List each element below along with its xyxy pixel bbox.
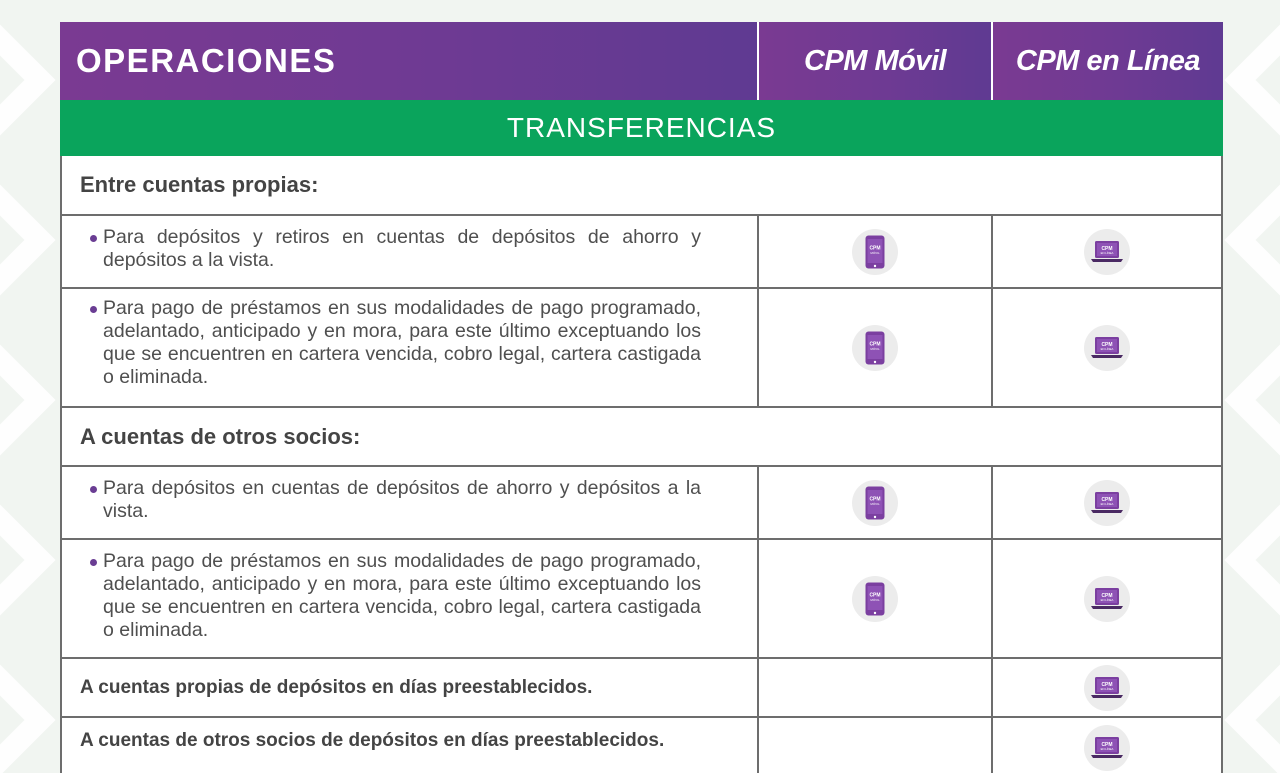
laptop-icon (1084, 480, 1130, 526)
svg-text:EN LÍNEA: EN LÍNEA (1100, 501, 1114, 506)
svg-text:EN LÍNEA: EN LÍNEA (1100, 346, 1114, 351)
table-row (60, 540, 1223, 659)
svg-text:CPM: CPM (1101, 681, 1113, 688)
svg-text:MÓVIL: MÓVIL (870, 597, 880, 602)
row-description-cell (60, 659, 759, 718)
movil-cell (759, 289, 993, 408)
svg-text:CPM: CPM (1101, 742, 1113, 748)
bullet-icon (90, 486, 97, 493)
linea-cell (993, 540, 1223, 659)
svg-text:CPM: CPM (1101, 341, 1113, 348)
group-title (60, 156, 1223, 216)
row-description-cell (60, 216, 759, 289)
header-cpm-en-linea: CPM en Línea (1015, 44, 1201, 77)
bullet-icon (90, 235, 97, 242)
section-band (60, 100, 1223, 156)
svg-text:CPM: CPM (1101, 245, 1113, 252)
row-text: Para pago de préstamos en sus modalidades de pago programado, adelantado, anticipado y en mora, para este último exceptuando los que se encuentren en cartera vencida, cobro legal, cartera castigada o eliminada. (103, 550, 701, 641)
row-description-cell (60, 540, 759, 659)
laptop-icon (1084, 229, 1130, 275)
svg-text:EN LÍNEA: EN LÍNEA (1100, 747, 1114, 751)
section-title: TRANSFERENCIAS (506, 112, 777, 143)
table-header (60, 22, 1223, 100)
bullet-icon (90, 306, 97, 313)
linea-cell (993, 289, 1223, 408)
header-linea-cell (993, 22, 1223, 100)
laptop-icon (1084, 576, 1130, 622)
row-description-cell (60, 718, 759, 773)
header-title: OPERACIONES (76, 42, 337, 79)
linea-cell (993, 467, 1223, 540)
svg-text:EN LÍNEA: EN LÍNEA (1100, 250, 1114, 255)
svg-text:MÓVIL: MÓVIL (870, 501, 880, 506)
linea-cell (993, 216, 1223, 289)
table-row (60, 659, 1223, 718)
mobile-phone-icon (852, 480, 898, 526)
group-title (60, 408, 1223, 467)
row-text: A cuentas propias de depósitos en días preestablecidos. (80, 676, 593, 698)
linea-cell (993, 659, 1223, 718)
row-text: Para depósitos y retiros en cuentas de depósitos de ahorro y depósitos a la vista. (103, 226, 701, 271)
row-description-cell (60, 289, 759, 408)
laptop-icon (1084, 325, 1130, 371)
svg-text:EN LÍNEA: EN LÍNEA (1100, 686, 1114, 691)
movil-cell (759, 659, 993, 718)
mobile-phone-icon (852, 325, 898, 371)
header-cpm-movil: CPM Móvil (803, 44, 947, 77)
group-title-text: Entre cuentas propias: (80, 172, 319, 197)
bullet-icon (90, 559, 97, 566)
row-text: A cuentas de otros socios de depósitos en días preestablecidos. (80, 730, 665, 751)
svg-text:CPM: CPM (869, 341, 881, 347)
laptop-icon (1084, 665, 1130, 711)
svg-text:MÓVIL: MÓVIL (870, 346, 880, 351)
movil-cell (759, 718, 993, 773)
mobile-phone-icon (852, 229, 898, 275)
svg-text:CPM: CPM (1101, 592, 1113, 599)
linea-cell (993, 718, 1223, 773)
mobile-phone-icon (852, 576, 898, 622)
header-movil-cell (759, 22, 993, 100)
table-row (60, 467, 1223, 540)
row-text: Para pago de préstamos en sus modalidades de pago programado, adelantado, anticipado y en mora, para este último exceptuando los que se encuentren en cartera vencida, cobro legal, cartera castigada o eliminada. (103, 297, 701, 388)
svg-text:EN LÍNEA: EN LÍNEA (1100, 597, 1114, 602)
movil-cell (759, 216, 993, 289)
laptop-icon (1084, 725, 1130, 771)
svg-text:MÓVIL: MÓVIL (870, 250, 880, 255)
row-description-cell (60, 467, 759, 540)
table-row (60, 718, 1223, 773)
svg-text:CPM: CPM (1101, 496, 1113, 503)
header-operations-cell (60, 22, 759, 100)
svg-text:CPM: CPM (869, 245, 881, 251)
table-row (60, 289, 1223, 408)
operations-table (60, 22, 1223, 773)
svg-text:CPM: CPM (869, 496, 881, 502)
group-title-text: A cuentas de otros socios: (80, 423, 361, 449)
movil-cell (759, 467, 993, 540)
movil-cell (759, 540, 993, 659)
row-text: Para depósitos en cuentas de depósitos de ahorro y depósitos a la vista. (103, 477, 701, 522)
table-row (60, 216, 1223, 289)
svg-text:CPM: CPM (869, 592, 881, 598)
